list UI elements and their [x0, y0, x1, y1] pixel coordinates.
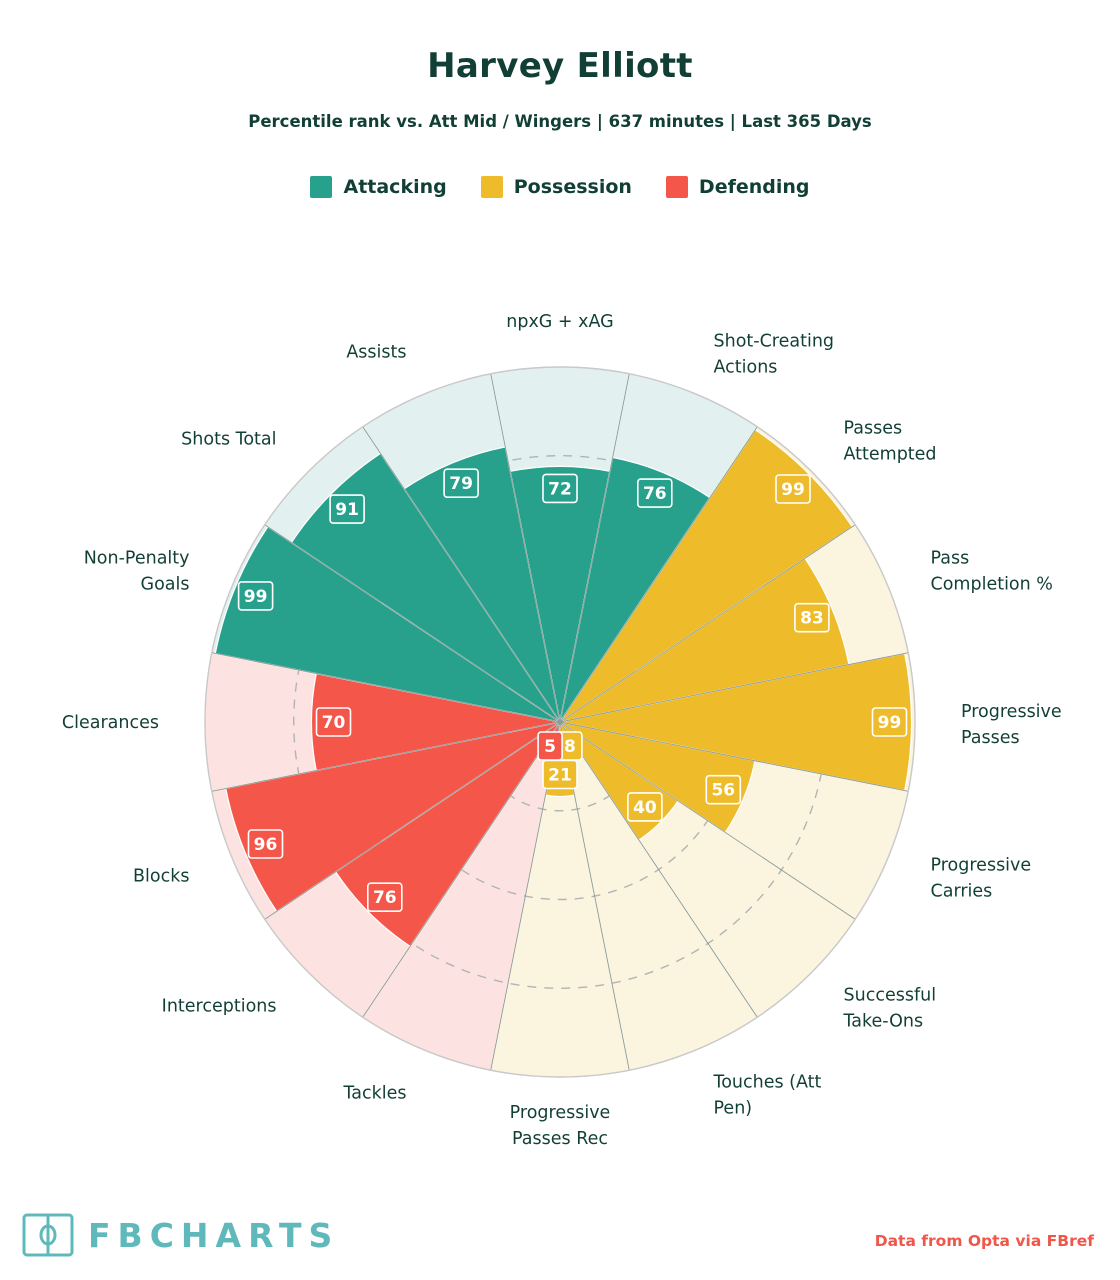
legend-item-defending: [666, 176, 810, 198]
badge-label: 56: [711, 780, 736, 801]
badge-label: 72: [548, 479, 572, 500]
badge-label: 96: [253, 835, 278, 855]
legend-swatch-attacking: [310, 176, 332, 198]
axis-label: Successful Take-Ons: [843, 985, 937, 1032]
slice-value-badge: [330, 495, 364, 523]
axis-label: npxG + xAG: [506, 312, 614, 332]
badge-label: 99: [243, 586, 268, 607]
slice-value-badge: [368, 883, 402, 911]
slice-value-badge: [795, 604, 829, 632]
axis-label: Interceptions: [161, 996, 277, 1017]
data-source-credit: Data from Opta via FBref: [874, 1232, 1094, 1250]
page-title: Harvey Elliott: [427, 46, 693, 86]
badge-label: 8: [563, 737, 576, 757]
slice-value-badge: [249, 830, 283, 858]
brand-logo: [22, 1212, 339, 1258]
axis-label: Passes Attempted: [843, 418, 937, 465]
legend-swatch-defending: [666, 176, 688, 198]
axis-label: Assists: [346, 342, 407, 363]
badge-label: 76: [642, 484, 667, 505]
axis-label: Progressive Passes Rec: [509, 1103, 611, 1149]
slice-value-badge: [706, 776, 740, 804]
badge-label: 79: [449, 474, 473, 495]
slice-value-badge: [239, 582, 273, 610]
pizza-chart: [0, 232, 1120, 1192]
axis-label: Shots Total: [181, 429, 277, 450]
axis-label: Clearances: [61, 713, 159, 733]
axis-label: Non-Penalty Goals: [83, 548, 190, 595]
slice-value-badge: [873, 708, 907, 736]
pizza-chart-svg: [0, 232, 1120, 1192]
chart-legend: [0, 176, 1120, 198]
badge-label: 83: [800, 608, 824, 629]
slice-value-badge: [543, 761, 577, 789]
axis-label: Shot-Creating Actions: [713, 331, 835, 378]
legend-label-defending: Defending: [698, 176, 810, 198]
axis-label: Pass Completion %: [930, 548, 1053, 595]
axis-label: Touches (Att Pen): [713, 1072, 822, 1119]
axis-label: Progressive Carries: [930, 855, 1032, 902]
slice-value-badge: [543, 474, 577, 502]
page-subtitle: Percentile rank vs. Att Mid / Wingers | 637 minutes | Last 365 Days: [248, 112, 872, 131]
legend-label-possession: Possession: [513, 176, 632, 198]
axis-label: Blocks: [133, 866, 190, 887]
slice-value-badge: [776, 475, 810, 503]
badge-label: 99: [781, 480, 805, 500]
slice-value-badge: [317, 708, 351, 736]
legend-item-possession: [481, 176, 632, 198]
axis-label: Tackles: [343, 1083, 407, 1104]
badge-label: 99: [877, 713, 902, 733]
badge-label: 76: [372, 888, 397, 909]
badge-label: 91: [335, 500, 359, 521]
legend-label-attacking: Attacking: [343, 176, 447, 198]
slice-value-badge: [628, 793, 662, 821]
slice-value-badge: [638, 479, 672, 507]
fbcharts-logo-icon: [22, 1212, 74, 1258]
axis-label: Progressive Passes: [961, 702, 1062, 748]
slice-value-badge: [538, 732, 562, 760]
badge-label: 21: [548, 765, 572, 786]
slice-value-badge: [444, 469, 478, 497]
badge-label: 5: [544, 737, 557, 757]
badge-label: 70: [321, 713, 346, 733]
badge-label: 40: [633, 797, 657, 818]
legend-swatch-possession: [481, 176, 503, 198]
brand-logo-text: FBCHARTS: [88, 1215, 340, 1255]
legend-item-attacking: [310, 176, 446, 198]
